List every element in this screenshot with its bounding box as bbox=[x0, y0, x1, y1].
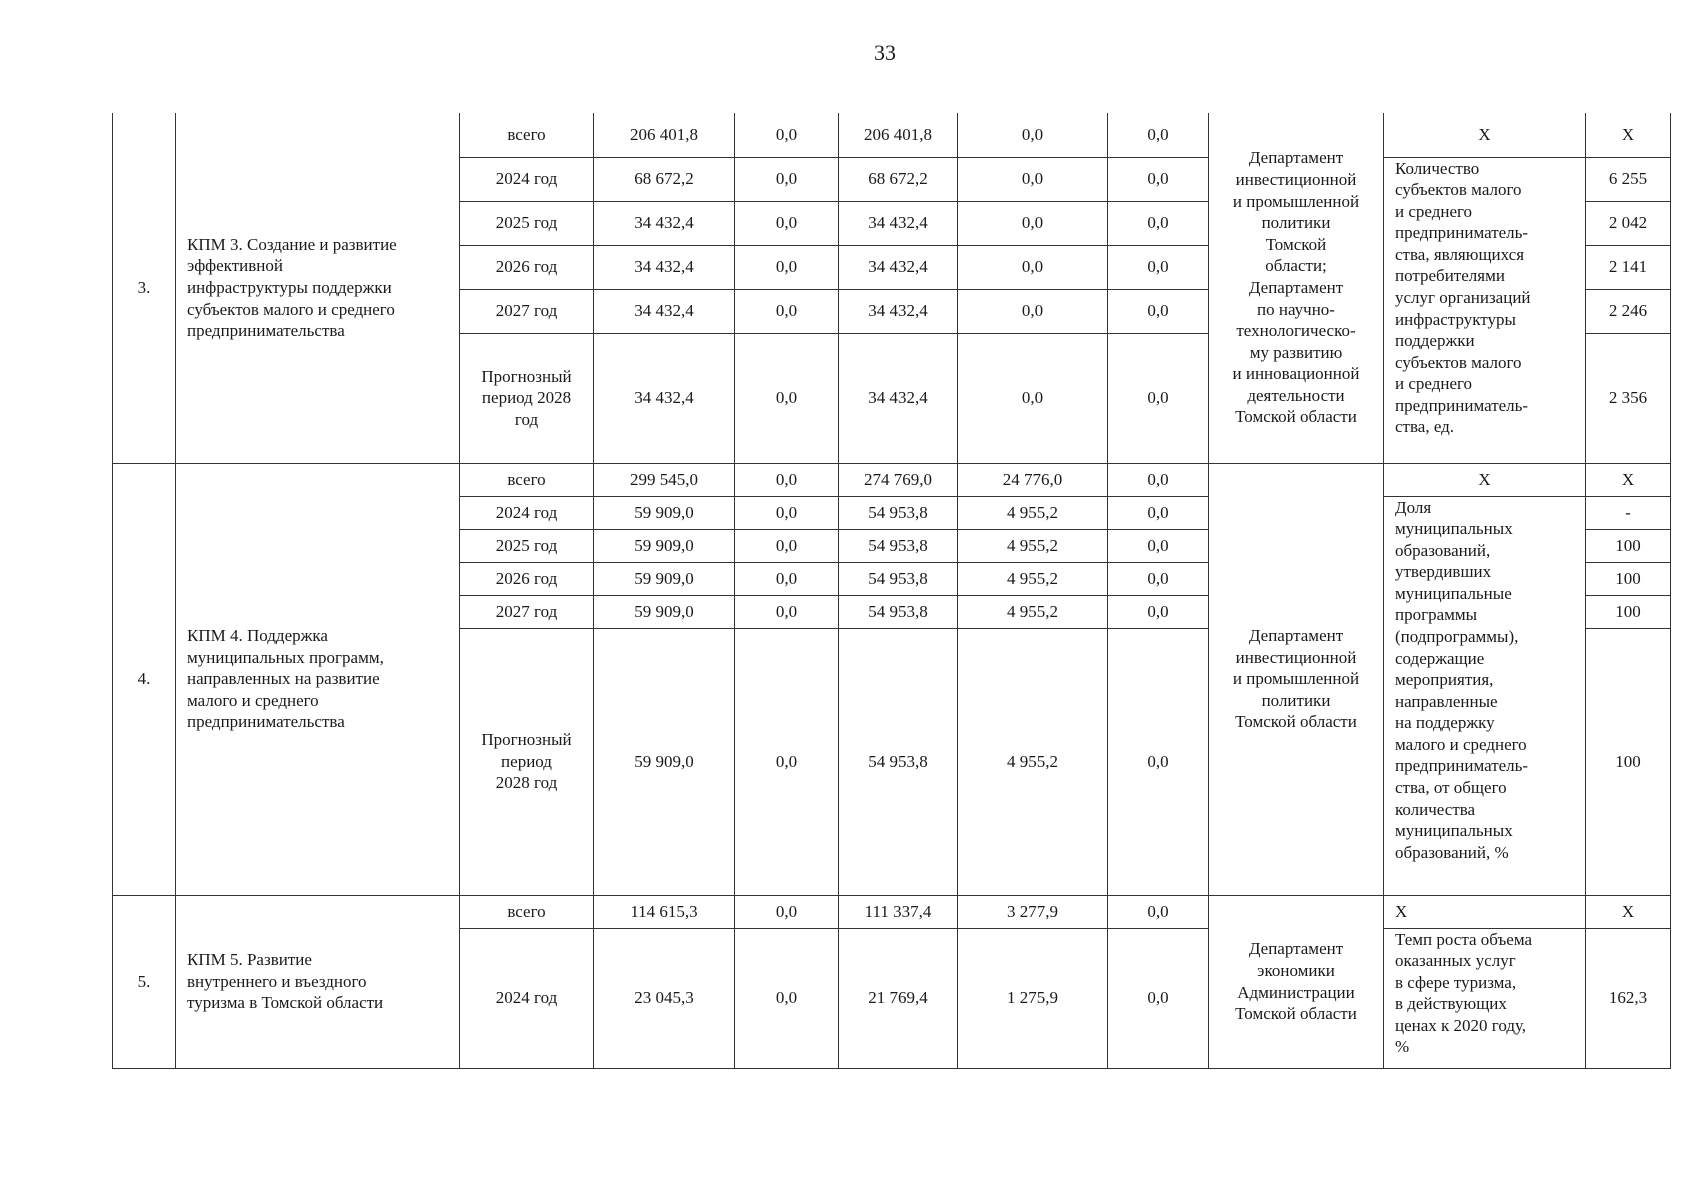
total-cell: 34 432,4 bbox=[594, 245, 735, 289]
table-row bbox=[113, 895, 1671, 928]
funding-cell: 0,0 bbox=[1108, 463, 1209, 496]
funding-cell: 0,0 bbox=[735, 895, 839, 928]
funding-cell: 0,0 bbox=[735, 201, 839, 245]
period-cell: всего bbox=[460, 113, 594, 157]
target-value: 2 246 bbox=[1586, 289, 1671, 333]
funding-cell: 0,0 bbox=[1108, 562, 1209, 595]
period-cell: 2026 год bbox=[460, 245, 594, 289]
target-value: 2 356 bbox=[1586, 333, 1671, 463]
funding-cell: 34 432,4 bbox=[839, 201, 958, 245]
funding-cell: 206 401,8 bbox=[839, 113, 958, 157]
measure-name: КПМ 4. Поддержка муниципальных программ, направленных на развитие малого и среднего предпринимательства bbox=[176, 463, 460, 895]
indicator-description: Доля муниципальных образований, утвердивших муниципальные программы (подпрограммы), содержащие мероприятия, направленные на поддержку малого и среднего предприниматель- ства, от общего количества муниципальных образований, % bbox=[1384, 496, 1586, 895]
funding-cell: 0,0 bbox=[1108, 628, 1209, 895]
funding-cell: 0,0 bbox=[735, 463, 839, 496]
period-cell: 2024 год bbox=[460, 928, 594, 1068]
funding-cell: 0,0 bbox=[958, 245, 1108, 289]
funding-cell: 21 769,4 bbox=[839, 928, 958, 1068]
total-cell: 206 401,8 bbox=[594, 113, 735, 157]
funding-cell: 4 955,2 bbox=[958, 562, 1108, 595]
funding-cell: 54 953,8 bbox=[839, 562, 958, 595]
indicator-header: X bbox=[1384, 895, 1586, 928]
funding-cell: 0,0 bbox=[1108, 113, 1209, 157]
funding-cell: 0,0 bbox=[958, 113, 1108, 157]
page-number: 33 bbox=[874, 40, 896, 65]
funding-cell: 0,0 bbox=[1108, 157, 1209, 201]
funding-cell: 0,0 bbox=[735, 529, 839, 562]
period-cell: всего bbox=[460, 895, 594, 928]
funding-cell: 0,0 bbox=[958, 289, 1108, 333]
total-cell: 114 615,3 bbox=[594, 895, 735, 928]
funding-cell: 0,0 bbox=[1108, 245, 1209, 289]
total-cell: 59 909,0 bbox=[594, 595, 735, 628]
funding-cell: 0,0 bbox=[735, 289, 839, 333]
funding-cell: 0,0 bbox=[1108, 529, 1209, 562]
target-value: X bbox=[1586, 463, 1671, 496]
period-cell: Прогнозный период 2028 год bbox=[460, 333, 594, 463]
funding-cell: 0,0 bbox=[1108, 895, 1209, 928]
period-cell: 2027 год bbox=[460, 595, 594, 628]
funding-cell: 68 672,2 bbox=[839, 157, 958, 201]
funding-cell: 0,0 bbox=[735, 928, 839, 1068]
target-value: 2 042 bbox=[1586, 201, 1671, 245]
indicator-description: Количество субъектов малого и среднего предприниматель- ства, являющихся потребителями услуг организаций инфраструктуры поддержки субъектов малого и среднего предприниматель- ства, ед. bbox=[1384, 157, 1586, 463]
target-value: 2 141 bbox=[1586, 245, 1671, 289]
period-cell: 2025 год bbox=[460, 529, 594, 562]
funding-cell: 0,0 bbox=[1108, 289, 1209, 333]
total-cell: 59 909,0 bbox=[594, 628, 735, 895]
funding-cell: 54 953,8 bbox=[839, 529, 958, 562]
funding-cell: 1 275,9 bbox=[958, 928, 1108, 1068]
table-row bbox=[113, 113, 1671, 157]
table-row bbox=[113, 463, 1671, 496]
funding-cell: 0,0 bbox=[735, 628, 839, 895]
funding-cell: 4 955,2 bbox=[958, 496, 1108, 529]
responsible-executor: Департамент инвестиционной и промышленной политики Томской области bbox=[1209, 463, 1384, 895]
measure-name: КПМ 3. Создание и развитие эффективной инфраструктуры поддержки субъектов малого и среднего предпринимательства bbox=[176, 113, 460, 463]
funding-cell: 0,0 bbox=[958, 201, 1108, 245]
target-value: X bbox=[1586, 895, 1671, 928]
indicator-header: X bbox=[1384, 113, 1586, 157]
target-value: 100 bbox=[1586, 595, 1671, 628]
period-cell: 2026 год bbox=[460, 562, 594, 595]
funding-cell: 0,0 bbox=[1108, 928, 1209, 1068]
total-cell: 23 045,3 bbox=[594, 928, 735, 1068]
period-cell: 2027 год bbox=[460, 289, 594, 333]
total-cell: 34 432,4 bbox=[594, 201, 735, 245]
funding-cell: 0,0 bbox=[735, 113, 839, 157]
funding-cell: 24 776,0 bbox=[958, 463, 1108, 496]
indicator-header: X bbox=[1384, 463, 1586, 496]
row-number: 3. bbox=[113, 113, 176, 463]
row-number: 4. bbox=[113, 463, 176, 895]
target-value: - bbox=[1586, 496, 1671, 529]
funding-cell: 0,0 bbox=[958, 333, 1108, 463]
period-cell: 2024 год bbox=[460, 496, 594, 529]
total-cell: 68 672,2 bbox=[594, 157, 735, 201]
funding-cell: 4 955,2 bbox=[958, 529, 1108, 562]
funding-cell: 0,0 bbox=[1108, 496, 1209, 529]
total-cell: 59 909,0 bbox=[594, 496, 735, 529]
funding-cell: 0,0 bbox=[1108, 595, 1209, 628]
funding-cell: 0,0 bbox=[735, 496, 839, 529]
funding-cell: 0,0 bbox=[1108, 333, 1209, 463]
total-cell: 34 432,4 bbox=[594, 289, 735, 333]
funding-cell: 0,0 bbox=[735, 595, 839, 628]
funding-cell: 54 953,8 bbox=[839, 496, 958, 529]
funding-cell: 34 432,4 bbox=[839, 245, 958, 289]
funding-cell: 0,0 bbox=[735, 333, 839, 463]
period-cell: всего bbox=[460, 463, 594, 496]
target-value: 100 bbox=[1586, 628, 1671, 895]
responsible-executor: Департамент экономики Администрации Томской области bbox=[1209, 895, 1384, 1068]
target-value: X bbox=[1586, 113, 1671, 157]
period-cell: Прогнозный период 2028 год bbox=[460, 628, 594, 895]
funding-cell: 4 955,2 bbox=[958, 628, 1108, 895]
period-cell: 2024 год bbox=[460, 157, 594, 201]
measure-name: КПМ 5. Развитие внутреннего и въездного туризма в Томской области bbox=[176, 895, 460, 1068]
total-cell: 299 545,0 bbox=[594, 463, 735, 496]
target-value: 100 bbox=[1586, 529, 1671, 562]
target-value: 100 bbox=[1586, 562, 1671, 595]
funding-cell: 54 953,8 bbox=[839, 595, 958, 628]
funding-cell: 0,0 bbox=[735, 562, 839, 595]
funding-cell: 274 769,0 bbox=[839, 463, 958, 496]
funding-cell: 0,0 bbox=[735, 245, 839, 289]
period-cell: 2025 год bbox=[460, 201, 594, 245]
row-number: 5. bbox=[113, 895, 176, 1068]
total-cell: 59 909,0 bbox=[594, 529, 735, 562]
funding-cell: 34 432,4 bbox=[839, 333, 958, 463]
responsible-executor: Департамент инвестиционной и промышленной политики Томской области; Департамент по научно- технологическо- му развитию и инновационной деятельности Томской области bbox=[1209, 113, 1384, 463]
indicator-description: Темп роста объема оказанных услуг в сфере туризма, в действующих ценах к 2020 году, % bbox=[1384, 928, 1586, 1068]
funding-cell: 34 432,4 bbox=[839, 289, 958, 333]
budget-table bbox=[112, 113, 1671, 1069]
funding-cell: 111 337,4 bbox=[839, 895, 958, 928]
total-cell: 59 909,0 bbox=[594, 562, 735, 595]
total-cell: 34 432,4 bbox=[594, 333, 735, 463]
funding-cell: 0,0 bbox=[735, 157, 839, 201]
funding-cell: 4 955,2 bbox=[958, 595, 1108, 628]
funding-cell: 54 953,8 bbox=[839, 628, 958, 895]
target-value: 162,3 bbox=[1586, 928, 1671, 1068]
funding-cell: 3 277,9 bbox=[958, 895, 1108, 928]
target-value: 6 255 bbox=[1586, 157, 1671, 201]
funding-cell: 0,0 bbox=[958, 157, 1108, 201]
funding-cell: 0,0 bbox=[1108, 201, 1209, 245]
